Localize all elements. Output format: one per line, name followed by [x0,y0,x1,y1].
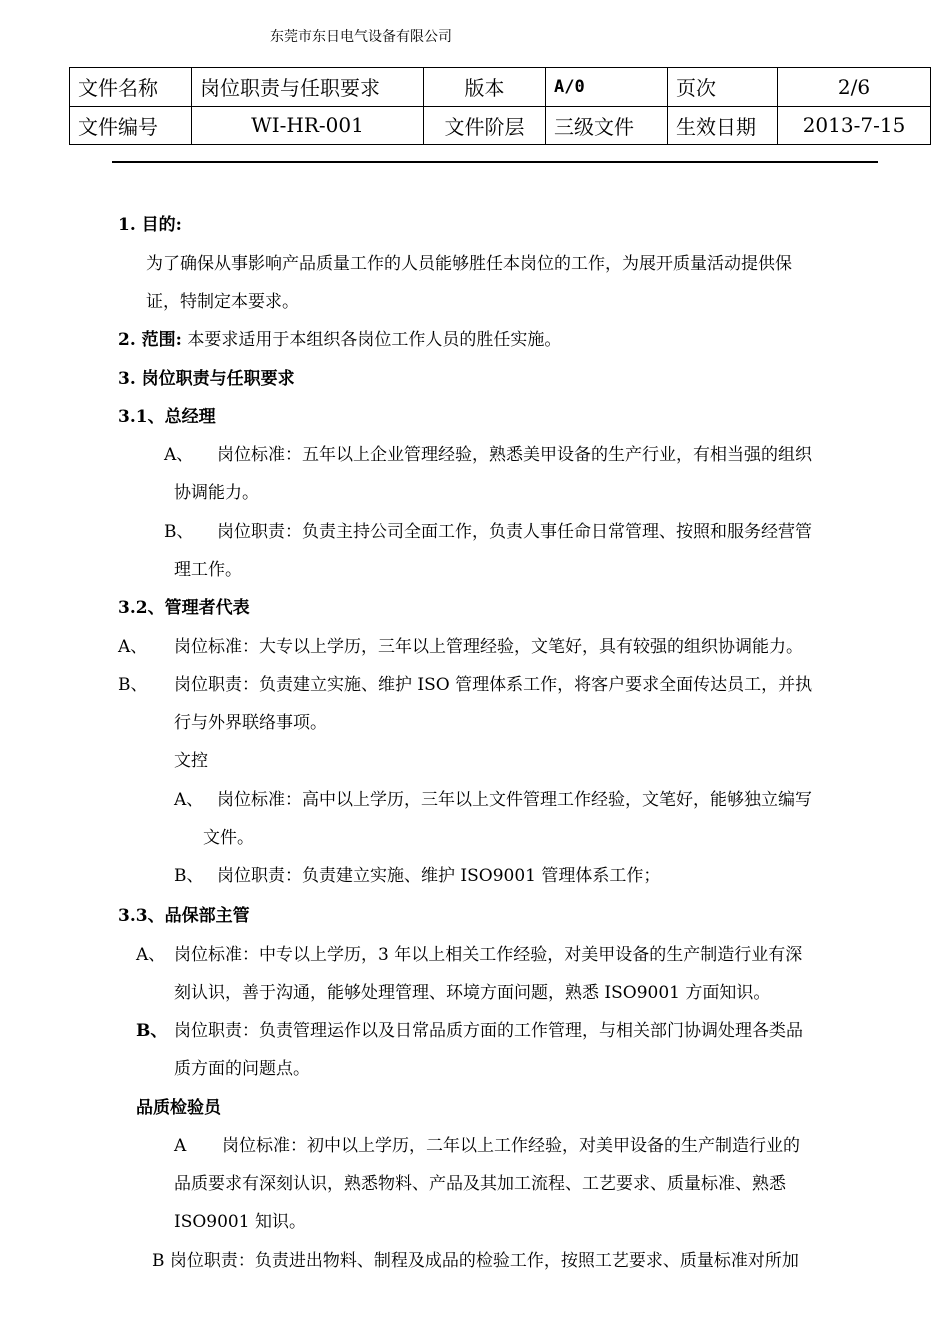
qa-standard-line-1: 岗位标准：中专以上学历，3 年以上相关工作经验，对美甲设备的生产制造行业有深 [174,945,803,965]
mr-standard-marker: A、 [118,637,148,657]
inspector-title: 品质检验员 [136,1098,221,1118]
doc-code-value: WI-HR-001 [192,106,424,145]
page-value: 2/6 [778,68,931,107]
doc-level-value: 三级文件 [546,106,668,145]
gm-standard-line-1: 岗位标准：五年以上企业管理经验，熟悉美甲设备的生产行业，有相当强的组织 [217,445,812,465]
dc-duty-line-1: 岗位职责：负责建立实施、维护 ISO9001 管理体系工作； [217,866,661,886]
section-2-title: 2. 范围: [118,330,182,350]
doc-control-title: 文控 [174,751,208,771]
qa-standard-marker: A、 [136,945,166,965]
section-3-2-title: 3.2、管理者代表 [118,598,250,618]
version-label: 版本 [424,68,546,107]
section-3-3-title: 3.3、品保部主管 [118,906,250,926]
section-3-1-title: 3.1、总经理 [118,407,216,427]
effective-date-label: 生效日期 [668,106,778,145]
gm-standard-line-2: 协调能力。 [174,483,259,503]
version-value: A/0 [546,68,668,107]
mr-duty-line-2: 行与外界联络事项。 [174,713,327,733]
header-row-2 [70,106,931,145]
inspector-standard-line-3: ISO9001 知识。 [174,1212,306,1232]
mr-standard-line-1: 岗位标准：大专以上学历，三年以上管理经验，文笔好，具有较强的组织协调能力。 [174,637,803,657]
qa-duty-line-2: 质方面的问题点。 [174,1059,310,1079]
gm-duty-marker: B、 [164,522,194,542]
document-header-table [69,67,931,145]
section-1-text-line-2: 证，特制定本要求。 [146,292,299,312]
section-2-text: 本要求适用于本组织各岗位工作人员的胜任实施。 [181,330,562,350]
doc-name-value: 岗位职责与任职要求 [192,68,424,107]
company-name: 东莞市东日电气设备有限公司 [270,29,452,45]
mr-duty-line-1: 岗位职责：负责建立实施、维护 ISO 管理体系工作，将客户要求全面传达员工，并执 [174,675,813,695]
gm-duty-line-2: 理工作。 [174,560,242,580]
section-2 [118,329,561,351]
qa-duty-line-1: 岗位职责：负责管理运作以及日常品质方面的工作管理，与相关部门协调处理各类品 [174,1021,803,1041]
qa-standard-line-2: 刻认识，善于沟通，能够处理管理、环境方面问题，熟悉 ISO9001 方面知识。 [174,983,771,1003]
doc-name-label: 文件名称 [70,68,192,107]
dc-duty-marker: B、 [174,866,204,886]
section-3-title: 3. 岗位职责与任职要求 [118,369,295,389]
mr-duty-marker: B、 [118,675,148,695]
gm-duty-line-1: 岗位职责：负责主持公司全面工作，负责人事任命日常管理、按照和服务经营管 [217,522,812,542]
effective-date-value: 2013-7-15 [778,106,931,145]
inspector-duty-line-1: B 岗位职责：负责进出物料、制程及成品的检验工作，按照工艺要求、质量标准对所加 [152,1251,799,1271]
dc-standard-marker: A、 [174,790,204,810]
inspector-standard-line-2: 品质要求有深刻认识，熟悉物料、产品及其加工流程、工艺要求、质量标准、熟悉 [174,1174,786,1194]
header-divider [112,161,878,163]
dc-standard-line-1: 岗位标准：高中以上学历，三年以上文件管理工作经验，文笔好，能够独立编写 [217,790,812,810]
inspector-standard-line-1: 岗位标准：初中以上学历，二年以上工作经验，对美甲设备的生产制造行业的 [222,1136,800,1156]
qa-duty-marker: B、 [136,1021,168,1041]
doc-code-label: 文件编号 [70,106,192,145]
inspector-standard-marker: A [174,1136,187,1156]
dc-standard-line-2: 文件。 [203,828,254,848]
doc-level-label: 文件阶层 [424,106,546,145]
section-1-title: 1. 目的: [118,215,182,235]
section-1-text-line-1: 为了确保从事影响产品质量工作的人员能够胜任本岗位的工作，为展开质量活动提供保 [146,254,792,274]
header-row-1 [70,68,931,107]
gm-standard-marker: A、 [164,445,194,465]
page-label: 页次 [668,68,778,107]
